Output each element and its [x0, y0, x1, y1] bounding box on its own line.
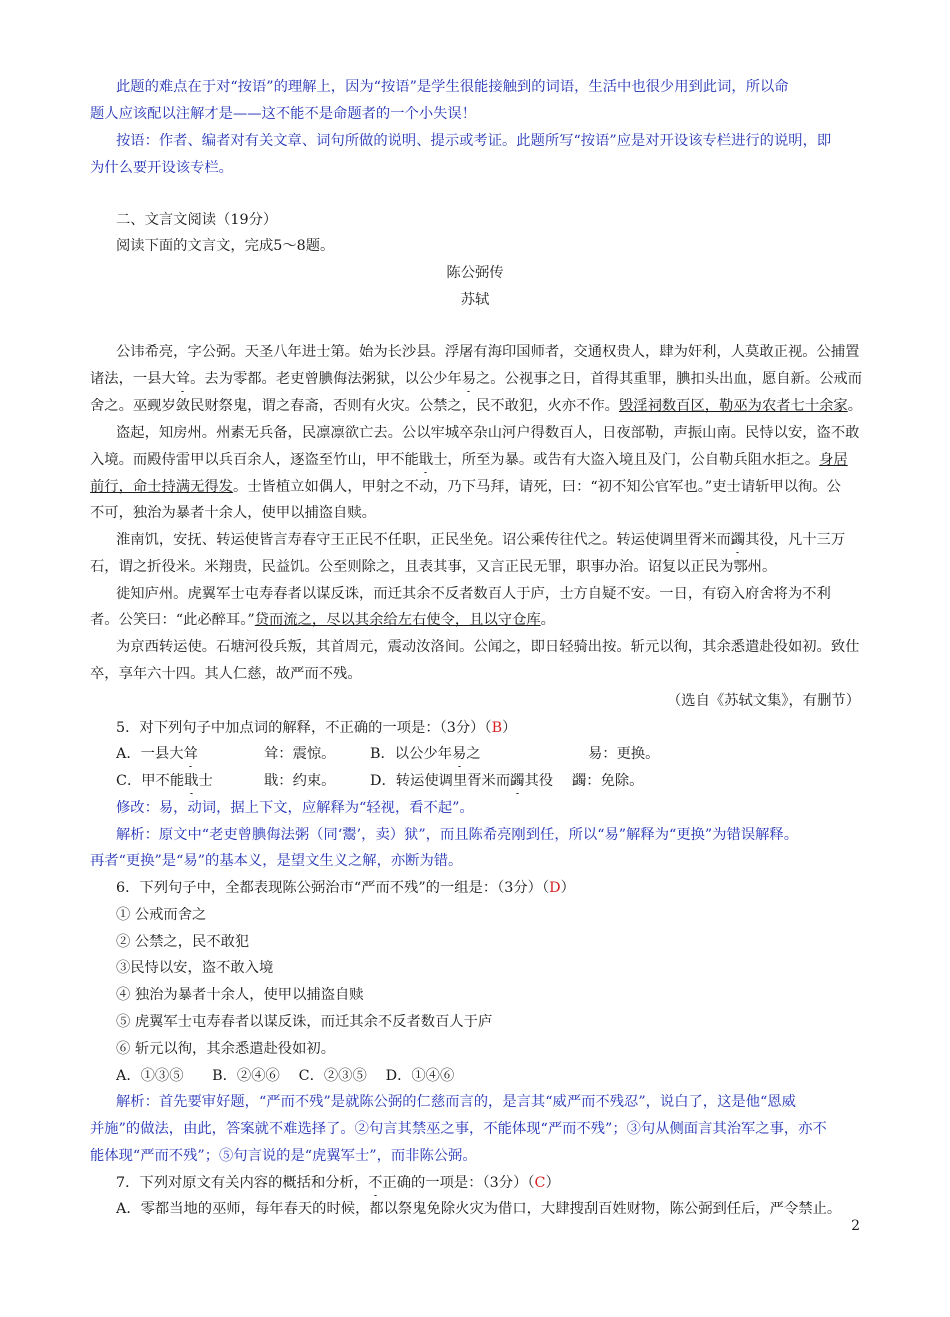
question-6-item-6: ⑥ 斩元以徇，其余悉遣赴役如初。 [116, 1041, 335, 1057]
underlined-sentence: 贷而流之，尽以其余给左右使令，且以守仓库 [254, 612, 541, 628]
passage-author: 苏轼 [460, 292, 490, 308]
section-heading: 二、文言文阅读（19分） [116, 212, 278, 228]
answer-label: C [534, 1175, 546, 1191]
passage-p2-line-2: 入境。而殿侍雷甲以兵百余人，逐盗至竹山，甲不能戢士，所至为暴。或告有大盗入境且及门，公自勒兵阻水拒之。身居 [90, 449, 870, 473]
question-7-option-a: A．零都当地的巫师，每年春天的时候，都以祭鬼免除火灾为借口，大肆搜刮百姓财物，陈公弼到任后，严令禁止。 [116, 1201, 842, 1217]
question-5-options-cd: C．甲不能戢士 戢：约束。 D．转运使调里胥米而蠲其役 蠲：免除。 [116, 770, 870, 794]
dotted-word: 易 [462, 368, 476, 390]
passage-p3-line-1: 淮南饥，安抚、转运使皆言寿春守王正民不任职，正民坐免。诏公乘传往代之。转运使调里胥米而蠲其役，凡十三万 [116, 529, 870, 553]
passage-source: （选自《苏轼文集》，有删节） [666, 693, 860, 709]
note-line-4: 为什么要开设该专栏。 [90, 160, 233, 176]
note-line-1: 此题的难点在于对“按语”的理解上，因为“按语”是学生很能接触到的词语，生活中也很少用到此词，所以命 [116, 79, 789, 95]
dotted-word: 易 [452, 743, 466, 765]
page-number: 2 [851, 1218, 860, 1234]
passage-title: 陈公弼传 [446, 265, 504, 281]
passage-p4-line-1: 徙知庐州。虎翼军士屯寿春者以谋反诛，而迁其余不反者数百人于庐，士方自疑不安。一日，有窃入府舍将为不利 [116, 586, 831, 602]
underlined-sentence: 毁淫祠数百区，勒巫为农者七十余家 [618, 398, 848, 414]
question-6-analysis-2: 并施”的做法，由此，答案就不难选择了。②句言其禁巫之事，不能体现“严而不残”；③句从侧面言其治军之事，亦不 [90, 1121, 827, 1137]
underlined-sentence: 身居 [819, 452, 848, 468]
passage-p1-line-1: 公讳希亮，字公弼。天圣八年进士第。始为长沙县。浮屠有海印国师者，交通权贵人，肆为奸利，人莫敢正视。公捕置 [116, 344, 860, 360]
passage-p1-line-2: 诸法，一县大耸。去为零都。老吏曾腆侮法粥狱，以公少年易之。公视事之日，首得其重罪，腆扣头出血，愿自新。公戒而 [90, 368, 870, 392]
answer-label: B [491, 720, 503, 736]
question-6-item-1: ① 公戒而舍之 [116, 907, 207, 923]
note-line-2: 题人应该配以注解才是——这不能不是命题者的一个小失误！ [90, 106, 477, 122]
section-instruction: 阅读下面的文言文，完成5～8题。 [116, 238, 335, 254]
question-6-item-5: ⑤ 虎翼军士屯寿春者以谋反诛，而迁其余不反者数百人于庐 [116, 1014, 493, 1030]
passage-p5-line-1: 为京西转运使。石塘河役兵叛，其首周元，震动汝洛间。公闻之，即日轻骑出按。斩元以徇，其余悉遣赴役如初。致仕 [116, 639, 860, 655]
question-6-item-2: ② 公禁之，民不敢犯 [116, 934, 250, 950]
question-5-correction: 修改：易，动词，据上下文，应解释为“轻视，看不起”。 [116, 800, 474, 816]
question-6-item-4: ④ 独治为暴者十余人，使甲以捕盗自赎 [116, 987, 364, 1003]
answer-label: D [549, 880, 561, 896]
passage-p3-line-2: 石，谓之折役米。米翔贵，民益饥。公至则除之，且表其事，又言正民无罪，职事办治。诏复以正民为鄂州。 [90, 559, 777, 575]
question-6-stem: 6．下列句子中，全都表现陈公弼治市“严而不残”的一组是：（3分）（D） [116, 880, 575, 896]
underlined-sentence: 前行，命士持满无得发 [90, 479, 233, 495]
question-5-options-ab: A．一县大耸 耸：震惊。 B．以公少年易之 易：更换。 [116, 743, 870, 767]
note-line-3: 按语：作者、编者对有关文章、词句所做的说明、提示或考证。此题所写“按语”应是对开设该专栏进行的说明，即 [116, 133, 832, 149]
passage-p5-line-2: 卒，享年六十四。其人仁慈，故严而不残。 [90, 666, 362, 682]
passage-p4-line-2: 者。公笑曰：“此必醉耳。”贷而流之，尽以其余给左右使令，且以守仓库。 [90, 612, 555, 628]
question-5-analysis-1: 解析：原文中“老吏曾腆侮法粥（同‘鬻’，卖）狱”，而且陈希亮刚到任，所以“易”解释为“更换”为错误解释。 [116, 827, 799, 843]
question-5-analysis-2: 再者“更换”是“易”的基本义，是望文生义之解，亦断为错。 [90, 853, 463, 869]
dotted-word: 戢 [184, 770, 198, 792]
dotted-word: 耸 [176, 368, 190, 390]
passage-p1-line-3: 舍之。巫觋岁敛民财祭鬼，谓之春斋，否则有火灾。公禁之，民不敢犯，火亦不作。毁淫祠数百区，勒巫为农者七十余家。 [90, 398, 863, 414]
question-6-choices: A．①③⑤ B．②④⑥ C．②③⑤ D．①④⑥ [116, 1068, 455, 1084]
dotted-word: 蠲 [731, 529, 745, 551]
passage-p2-line-3: 前行，命士持满无得发。士皆植立如偶人，甲射之不动，乃下马拜，请死，曰：“初不知公官军也。”吏士请斩甲以徇。公 [90, 479, 841, 495]
question-6-analysis-1: 解析：首先要审好题，“严而不残”是就陈公弼的仁慈而言的，是言其“威严而不残忍”，说白了，这是他“恩威 [116, 1094, 796, 1110]
dotted-word: 蠲 [510, 770, 524, 792]
dotted-word: 戢 [419, 449, 433, 471]
passage-p2-line-1: 盗起，知房州。州素无兵备，民凛凛欲亡去。公以牢城卒杂山河户得数百人，日夜部勒，声振山南。民恃以安，盗不敢 [116, 425, 860, 441]
passage-p2-line-4: 不可，独治为暴者十余人，使甲以捕盗自赎。 [90, 505, 376, 521]
question-6-item-3: ③民恃以安，盗不敢入境 [116, 960, 274, 976]
question-6-analysis-3: 能体现“严而不残”；⑤句言说的是“虎翼军士”，而非陈公弼。 [90, 1148, 477, 1164]
dotted-word: 不 [368, 1172, 382, 1194]
dotted-word: 耸 [184, 743, 198, 765]
question-5-stem: 5．对下列句子中加点词的解释，不正确的一项是：（3分）（B） [116, 720, 517, 736]
question-7-stem: 7．下列对原文有关内容的概括和分析，不正确的一项是：（3分）（C） [116, 1172, 870, 1196]
